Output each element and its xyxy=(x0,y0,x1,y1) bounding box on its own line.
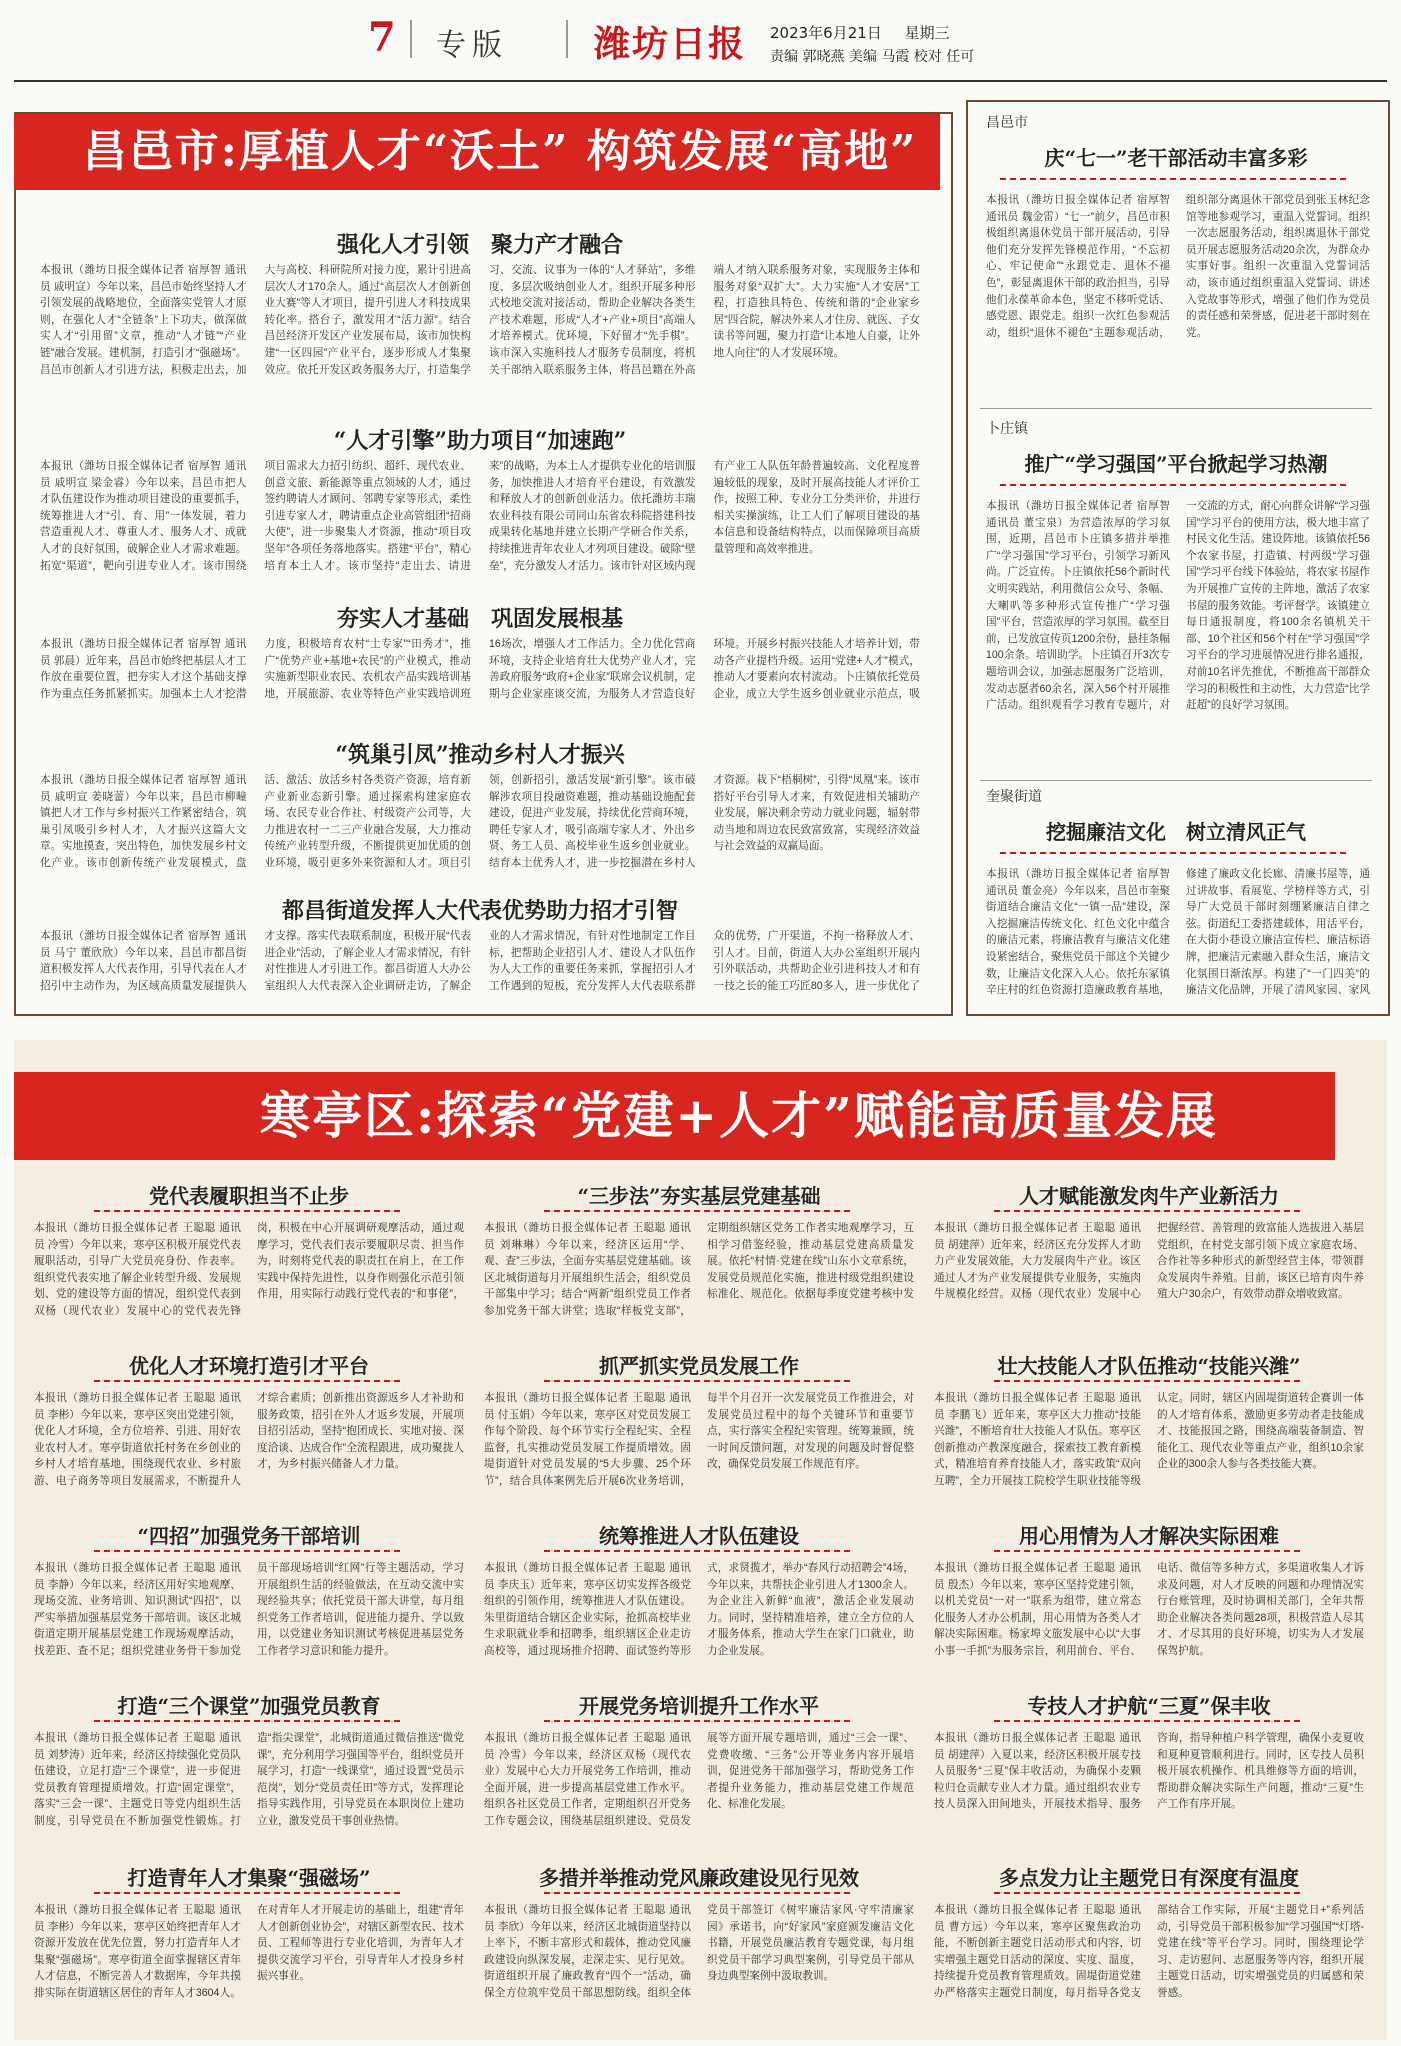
bottom-article-title: 优化人才环境打造引才平台 xyxy=(129,1354,369,1378)
bottom-article-body: 本报讯（潍坊日报全媒体记者 王聪聪 通讯员 冷雪）今年以来，寒亭区积极开展党代表履职活动，引导广大党员亮身份、作表率。组织党代表实地了解企业转型升级、发展规划、党的建设等方面的情况，组织党代表到双杨（现代农业）发展中心的党代表先锋岗，积极在中心开展调研观摩活动，通过观摩学习，党代表们表示要履职尽责、担当作为，时刻将党代表的职责扛在肩上，在工作实践中保持先进性，以身作则强化示范引领作用，用实际行动践行党代表的“和事佬”， xyxy=(34,1222,464,1317)
bottom-article-title: 开展党务培训提升工作水平 xyxy=(579,1694,819,1718)
bottom-article-title: “四招”加强党务干部培训 xyxy=(137,1524,361,1548)
bottom-article-title: 人才赋能激发肉牛产业新活力 xyxy=(1019,1184,1279,1208)
title-ornament xyxy=(1000,178,1350,180)
bottom-article-body: 本报讯（潍坊日报全媒体记者 王聪聪 通讯员 殷杰）今年以来，寒亭区坚持党建引领，以机关党员“一对一”联系为组带，建立常态化服务人才办公机制，用心用情为各类人才解决实际困难。杨家埠文旅发展中心以“大事小事一手抓”为服务宗旨，利用前台、平台、电话、微信等多种方式，多渠道收集人才诉求及问题，对人才反映的问题和办理情况实行台账管理，及时协调相关部门，全年共帮助企业解决各类问题28项，积极营造人尽其才、才尽其用的良好环境，切实为人才发展保驾护航。 xyxy=(934,1562,1364,1657)
article-title: 强化人才引领 聚力产才融合 xyxy=(336,232,623,258)
side-article-body: 本报讯（潍坊日报全媒体记者 宿厚智 通讯员 魏金雷）“七一”前夕，昌邑市积极组织离退休党员干部开展活动，引导他们充分发挥先锋模范作用，“不忘初心、牢记使命”“永跟党走、退休不褪色”，彰显离退休干部的政治担当，引导他们永葆革命本色，坚定不移听党话、感党恩、跟党走。组织一次红色参观活动，组织“退休不褪色”主题参观活动，组织部分离退休干部党员到张玉林纪念馆等地参观学习，重温入党誓词。组织一次志愿服务活动，组织离退休干部党员开展志愿服务活动20余次，为群众办实事好事。组织一次重温入党誓词活动，该市通过组织重温入党誓词、讲述入党故事等形式，增强了他们作为党员的责任感和荣誉感，促进老干部时刻在党。 xyxy=(986,194,1370,339)
bottom-article-body: 本报讯（潍坊日报全媒体记者 王聪聪 通讯员 曹方远）今年以来，寒亭区聚焦政治功能，不断创新主题党日活动形式和内容，切实增强主题党日活动的深度、实度、温度，持续提升党员教育管理质效。固堤街道党建办严格落实主题党日制度，每月指导各党支部结合工作实际，开展“主题党日+”系列活动，引导党员干部积极参加“学习强国”“灯塔-党建在线”等平台学习。同时，围绕理论学习、走访慰问、志愿服务等内容，组织开展主题党日活动，切实增强党员的归属感和荣誉感。 xyxy=(934,1904,1364,1999)
bottom-article-title: 统筹推进人才队伍建设 xyxy=(599,1524,799,1548)
title-ornament xyxy=(994,1892,1304,1894)
editor-credits: 责编 郭晓燕 美编 马霞 校对 任可 xyxy=(770,49,975,65)
bottom-banner-title: 寒亭区:探索“党建+人才”赋能高质量发展 xyxy=(60,1072,1335,1160)
bottom-article-body: 本报讯（潍坊日报全媒体记者 王聪聪 通讯员 胡建萍）入夏以来，经济区积极开展专技人员服务“三夏”保丰收活动，为确保小麦颗粒归仓贡献专业人才力量。通过组织农业专技人员深入田间地头，开展技术指导、服务咨询，指导种植户科学管理，确保小麦夏收和夏种夏管顺利进行。同时，区专技人员积极开展农机操作、机具维修等方面的培训，帮助群众解决实际生产问题，推动“三夏”生产工作有序开展。 xyxy=(934,1732,1364,1811)
bottom-article-body: 本报讯（潍坊日报全媒体记者 王聪聪 通讯员 李庆玉）近年来，寒亭区切实发挥各级党组织的引领作用，统筹推进人才队伍建设。朱里街道结合辖区企业实际，抢抓高校毕业生求职就业季和招聘季，组织辖区企业走访高校等，通过现场推介招聘、面试签约等形式，求贤揽才，举办“春风行动招聘会”4场，今年以来，共帮扶企业引进人才1300余人。为企业注入新鲜“血液”，激活企业发展动力。同时，坚持精准培养，建立全方位的人才服务体系，推动大学生在家门口就业，助力企业发展。 xyxy=(484,1562,914,1657)
bottom-article-body: 本报讯（潍坊日报全媒体记者 王聪聪 通讯员 刘梦涛）近年来，经济区持续强化党员队伍建设，立足打造“三个课堂”，进一步促进党员教育管理提质增效。打造“固定课堂”，落实“三会一课”、主题党日等党内组织生活制度，引导党员在不断加强党性锻炼。打造“指尖课堂”，北城街道通过微信推送“微党课”，充分利用学习强国等平台，组织党员开展学习，打造“一线课堂”，通过设置“党员示范岗”，划分“党员责任田”等方式，发挥理论指导实践作用，引导党员在本职岗位上建功立业，激发党员干事创业热情。 xyxy=(34,1732,464,1827)
bottom-article-title: 多措并举推动党风廉政建设见行见效 xyxy=(539,1866,859,1890)
side-place-label: 昌邑市 xyxy=(986,115,1028,131)
header-rule xyxy=(14,80,1387,82)
title-ornament xyxy=(544,1892,854,1894)
title-ornament xyxy=(94,1720,404,1722)
title-ornament xyxy=(544,1380,854,1382)
issue-weekday: 星期三 xyxy=(904,24,950,42)
bottom-article-body: 本报讯（潍坊日报全媒体记者 王聪聪 通讯员 付玉娟）今年以来，寒亭区对党员发展工作每个阶段、每个环节实行全程纪实、全程监督，扎实推动党员发展工作提质增效。固堤街道针对党员发展的“5大步骤、25个环节”，结合具体案例先后开展6次业务培训，每半个月召开一次发展党员工作推进会，对发展党员过程中的每个关键环节和重要节点，实行落实全程纪实管理。统筹兼顾，统一时间反馈问题，对发现的问题及时督促整改，确保党员发展工作规范有序。 xyxy=(484,1392,914,1487)
bottom-article-body: 本报讯（潍坊日报全媒体记者 王聪聪 通讯员 李欣）今年以来，经济区北城街道坚持以上率下，不断丰富形式和载体，推动党风廉政建设向纵深发展，走深走实、见行见效。街道组织开展了廉政教育“四个一”活动，确保全方位筑牢党员干部思想防线。组织全体党员干部签订《树牢廉洁家风·守牢清廉家园》承诺书，向“好家风”家庭颁发廉洁文化书籍，开展党员廉洁教育专题党课，每月组织党员干部学习典型案例，引导党员干部从身边典型案例中汲取教训。 xyxy=(484,1904,914,1999)
title-ornament xyxy=(94,1380,404,1382)
article-title: 夯实人才基础 巩固发展根基 xyxy=(336,606,623,632)
title-ornament xyxy=(994,1210,1304,1212)
article-title: “人才引擎”助力项目“加速跑” xyxy=(333,428,627,454)
side-article-body: 本报讯（潍坊日报全媒体记者 宿厚智 通讯员 董宝泉）为营造浓厚的学习氛围，近期，昌邑市卜庄镇多措并举推广“学习强国”学习平台，引领学习新风尚。广泛宣传。卜庄镇依托56个新时代文明实践站，利用微信公众号、条幅、大喇叭等多种形式宣传推广“学习强国”平台，营造浓厚的学习氛围。截至目前，已发放宣传页1200余份，悬挂条幅100余条。培训助学。卜庄镇召开3次专题培训会议，加强志愿服务广泛培训，发动志愿者60余名，深入56个村开展推广活动。组织观看学习教育专题片，对一交流的方式，耐心向群众讲解“学习强国”学习平台的使用方法，极大地丰富了村民文化生活。建设阵地。该镇依托56个农家书屋，打造镇、村两级“学习强国”学习平台线下体验站，将农家书屋作为开展推广宣传的主阵地，激活了农家书屋的服务效能。考评督学。该镇建立每日通报制度，将100余名镇机关干部、10个社区和56个村在“学习强国”学习平台的学习进展情况进行排名通报，对前10名评先推优，不断推高干部群众学习的积极性和主动性，大力营造“比学赶超”的良好学习氛围。 xyxy=(986,500,1370,712)
title-ornament xyxy=(544,1550,854,1552)
title-ornament xyxy=(544,1720,854,1722)
section-name: 专版 xyxy=(436,28,508,63)
bottom-article-body: 本报讯（潍坊日报全媒体记者 王聪聪 通讯员 李静）今年以来，经济区用好实地观摩、现场交流、业务培训、知识测试“四招”，以严实举措加强基层党务干部培训。该区北城街道定期开展基层党建工作现场观摩活动，找差距、查不足；组织党建业务骨干参加党员干部现场培训“红网”行等主题活动，学习开展组织生活的经验做法，在互动交流中实现经验共享；依托党员干部大讲堂，每月组织党务工作者培训，促进能力提升、学以致用，以党建业务知识测试考核促进基层党务工作者学习意识和能力提升。 xyxy=(34,1562,464,1657)
article-title: 都昌街道发挥人大代表优势助力招才引智 xyxy=(281,898,678,924)
bottom-article-body: 本报讯（潍坊日报全媒体记者 王聪聪 通讯员 冷雪）今年以来，经济区双杨（现代农业）发展中心大力开展党务工作培训，推动全面开展，进一步提高基层党建工作水平。组织各社区党员工作者，定期组织召开党务工作专题会议，围绕基层组织建设、党员发展等方面开展专题培训，通过“三会一课”、党费收缴、“三务”公开等业务内容开展培训，促进党务干部加强学习，帮助党务工作者提升业务能力，推动基层党建工作规范化、标准化发展。 xyxy=(484,1732,914,1827)
divider xyxy=(410,20,412,58)
article-body: 本报讯（潍坊日报全媒体记者 宿厚智 通讯员 戚明宣）今年以来，昌邑市始终坚持人才引领发展的战略地位，全面落实党管人才原则，在强化人才“全链条”上下功夫，做深做实人才“引用留”文章，推动“人才链”“产业链”融合发展。建机制，打造引才“强磁场”。昌邑市创新人才引进方法，积极走出去，加大与高校、科研院所对接力度，累计引进高层次人才170余人。通过“高层次人才创新创业大赛”等人才项目，提升引进人才科技成果转化率。搭台子，激发用才“活力源”。结合昌邑经济开发区产业发展布局，该市加快构建“一区四园”产业平台，逐步形成人才集聚效应。依托开发区政务服务大厅，打造集学习、交流、议事为一体的“人才驿站”，多维度、多层次吸纳创业人才。组织开展多种形式校地交流对接活动，帮助企业解决各类生产技术难题，形成“人才+产业+项目”高端人才培养模式。优环境，下好留才“先手棋”。该市深入实施科技人才服务专员制度，将机关干部纳入联系服务主体，将昌邑籍在外高端人才纳入联系服务对象，实现服务主体和服务对象“双扩大”。大力实施“人才安居”工程，打造独具特色、传统和谐的“企业家乡居”四合院，解决外来人才住房、就医、子女读书等问题，聚力打造“让本地人自豪，让外地人向往”的人才发展环境。 xyxy=(40,264,920,376)
title-ornament xyxy=(994,1550,1304,1552)
side-article-title: 推广“学习强国”平台掀起学习热潮 xyxy=(1024,452,1328,476)
title-ornament xyxy=(94,1210,404,1212)
side-place-label: 卜庄镇 xyxy=(986,421,1028,437)
bottom-article-body: 本报讯（潍坊日报全媒体记者 王聪聪 通讯员 李彬）今年以来，寒亭区始终把青年人才资源开发放在优先位置，努力打造青年人才集聚“强磁场”。寒亭街道全面掌握辖区青年人才信息，不断完善人才数据库，今年共摸排实际在街道辖区居住的青年人才3604人。在对青年人才开展走访的基础上，组建“青年人才创新创业协会”，对辖区新型农民、技术员、工程师等进行专业化培训，为青年人才提供交流学习平台，引导青年人才投身乡村振兴事业。 xyxy=(34,1904,464,1999)
bottom-article-title: 抓严抓实党员发展工作 xyxy=(599,1354,799,1378)
bottom-article-title: “三步法”夯实基层党建基础 xyxy=(577,1184,821,1208)
article-body: 本报讯（潍坊日报全媒体记者 宿厚智 通讯员 戚明宣 梁金睿）今年以来，昌邑市把人才队伍建设作为推动项目建设的重要抓手，统筹推进人才“引、育、用”一体发展，着力营造重视人才、尊重人才、服务人才、成就人才的良好氛围，破解企业人才需求难题。拓宽“渠道”，靶向引进专业人才。该市围绕项目需求大力招引纺织、超纤、现代农业、创意文旅、新能源等重点领域的人才，通过签约聘请人才顾问、邻聘专家等形式，柔性引进专家人才，聘请重点企业高管组团“招商大使”，进一步聚集人才资源，推动“项目攻坚年”各项任务落地落实。搭建“平台”，精心培育本土人才。该市坚持“走出去、请进来”的战略，为本土人才提供专业化的培训服务，加快推进人才培育平台建设，有效激发和释放人才的创新创业活力。依托潍坊丰瑞农业科技有限公司同山东省农科院搭建科技成果转化基地并建立长期产学研合作关系，持续推进青年农业人才列项目建设。破除“壁垒”，充分激发人才活力。该市针对区域内现有产业工人队伍年龄普遍较高、文化程度普遍较低的现象，及时开展高技能人才评价工作，按照工种、专业分工分类评价，并进行相关实操演练，让工人们了解项目建设的基本信息和设备结构特点，以而保障项目高质量管理和高效率推进。 xyxy=(40,460,920,572)
bottom-article-title: 打造“三个课堂”加强党员教育 xyxy=(117,1694,381,1718)
side-article-title: 庆“七一”老干部活动丰富多彩 xyxy=(1044,146,1308,170)
bottom-article-body: 本报讯（潍坊日报全媒体记者 王聪聪 通讯员 李彬）今年以来，寒亭区突出党建引领，优化人才环境，全方位培养、引进、用好农业农村人才。寒亭街道依托村务在乡创业的乡村人才培育基地，围绕现代农业、乡村旅游、电子商务等项目发展需求，不断提升人才综合素质；创新推出资源返乡人才补助和服务政策，招引在外人才返乡发展，开展项目招引活动，坚持“抱团成长、实地对接、深度洽谈、达成合作”全流程跟进，成功聚拢人才，为乡村振兴储备人才力量。 xyxy=(34,1392,464,1487)
newspaper-logo: 潍坊日报 xyxy=(594,23,747,65)
side-place-label: 奎聚街道 xyxy=(986,789,1042,805)
bottom-article-title: 打造青年人才集聚“强磁场” xyxy=(127,1866,371,1890)
divider xyxy=(980,408,1372,409)
side-article-body: 本报讯（潍坊日报全媒体记者 宿厚智 通讯员 董金亮）今年以来，昌邑市奎聚街道结合廉洁文化“一镇一品”建设，深入挖掘廉洁传统文化、红色文化中蕴含的廉洁元素，将廉洁教育与廉洁文化建设紧密结合，聚焦党员干部这个关键少数，让廉洁文化深入人心。依托东冢镇辛庄村的红色资源打造廉政教育基地，修建了廉政文化长廊、清廉书屋等，通过讲故事、看展览、学榜样等方式，引导广大党员干部时刻绷紧廉洁自律之弦。街道纪工委搭建载体，用活平台，在大街小巷设立廉洁宣传栏、廉洁标语牌，把廉洁元素融入群众生活，廉洁文化氛围日渐浓厚。构建了“一门四美”的廉洁文化品牌，开展了清风家园、家风 xyxy=(986,868,1370,997)
side-article-title: 挖掘廉洁文化 树立清风正气 xyxy=(1046,820,1306,844)
title-ornament xyxy=(1000,852,1350,854)
title-ornament xyxy=(1000,484,1350,486)
divider xyxy=(980,780,1372,781)
article-body: 本报讯（潍坊日报全媒体记者 宿厚智 通讯员 马宁 董欣欣）今年以来，昌邑市都昌街道积极发挥人大代表作用，引导代表在人才招引中主动作为，为区域高质量发展提供人才支撑。落实代表联系制度，积极开展“代表进企业”活动，了解企业人才需求情况，有针对性推进人才引进工作。都昌街道人大办公室组织人大代表深入企业调研走访，了解企业的人才需求情况，有针对性地制定工作目标，把帮助企业招引人才、建设人才队伍作为人大工作的重要任务来抓，掌握招引人才工作遇到的短板，充分发挥人大代表联系群众的优势，广开渠道，不拘一格释放人才、引人才。目前，街道人大办公室组织开展内引外联活动，共帮助企业引进科技人才和有一技之长的能工巧匠80多人，进一步优化了 xyxy=(40,930,920,992)
bottom-article-title: 壮大技能人才队伍推动“技能兴潍” xyxy=(997,1354,1301,1378)
bottom-article-title: 多点发力让主题党日有深度有温度 xyxy=(999,1866,1299,1890)
issue-date: 2023年6月21日 xyxy=(770,24,882,42)
page-number: 7 xyxy=(368,14,396,61)
title-ornament xyxy=(994,1380,1304,1382)
article-title: “筑巢引凤”推动乡村人才振兴 xyxy=(335,742,625,768)
top-banner-title: 昌邑市:厚植人才“沃土” 构筑发展“高地” xyxy=(60,114,940,190)
issue-date-line xyxy=(770,22,950,43)
bottom-article-title: 党代表履职担当不止步 xyxy=(149,1184,349,1208)
title-ornament xyxy=(94,1892,404,1894)
title-ornament xyxy=(994,1720,1304,1722)
article-body: 本报讯（潍坊日报全媒体记者 宿厚智 通讯员 郭晨）近年来，昌邑市始终把基层人才工作放在重要位置，把夯实人才这个基础支撑作为重点任务抓紧抓实。加强本土人才挖潜力度，积极培育农村“土专家”“田秀才”，推广“优势产业+基地+农民”的产业模式，推动实施新型职业农民、农机农产品实践培训基地，开展旅游、农业等特色产业实践培训班16场次，增强人才工作活力。全力优化营商环境，支持企业培育壮大优势产业人才，完善政府服务“政府+企业家”联席会议机制，定期与企业家座谈交流，为服务人才营造良好环境。开展乡村振兴技能人才培养计划，带动各产业提档升级。运用“党建+人才”模式，推动人才要素向农村流动。卜庄镇依托党员企业，成立大学生返乡创业就业示范点，吸 xyxy=(40,638,920,700)
title-ornament xyxy=(544,1210,854,1212)
bottom-article-title: 用心用情为人才解决实际困难 xyxy=(1019,1524,1279,1548)
bottom-article-title: 专技人才护航“三夏”保丰收 xyxy=(1027,1694,1271,1718)
article-body: 本报讯（潍坊日报全媒体记者 宿厚智 通讯员 戚明宣 姜晓蕾）今年以来，昌邑市柳疃镇把人才工作与乡村振兴工作紧密结合，筑巢引凤吸引乡村人才，人才振兴这篇大文章。实地摸查，突出特色，加快发展乡村文化产业。该市创新传统产业发展模式，盘活、激活、放活乡村各类资产资源，培育新产业新业态新引擎。通过探索构建家庭农场、农民专业合作社、村级资产公司等，大力推进农村一二三产业融合发展，大力推动传统产业转型升级，不断提供更加优质的创业环境，吸引更多外来资源和人才。项目引领，创新招引，激活发展“新引擎”。该市破解涉农项目投融资难题，推动基础设施配套建设，促进产业发展，持续优化营商环境，聘任专家人才，吸引高端专家人才、外出乡贤、务工人员、高校毕业生返乡创业就业。结育本土优秀人才，进一步挖掘潜在乡村人才资源。栽下“梧桐树”，引得“凤凰”来。该市搭好平台引导人才来，有效促进相关辅助产业发展，解决剩余劳动力就业问题，辐射带动当地和周边农民致富致富，实现经济效益与社会效益的双赢局面。 xyxy=(40,774,920,869)
bottom-article-body: 本报讯（潍坊日报全媒体记者 王聪聪 通讯员 刘琳琳）今年以来，经济区运用“学、观、查”三步法，全面夯实基层党建基础。该区北城街道每月开展组织生活会，组织党员干部集中学习；结合“两新”组织党员工作者参加党务干部大讲堂；选取“样板党支部”，定期组织辖区党务工作者实地观摩学习，互相学习借鉴经验，推动基层党建高质量发展。依托“村情·党建在线”山东小文章系统，发展党员规范化实施，推进村级党组织建设标准化、规范化。依据每季度党建考核中发 xyxy=(484,1222,914,1317)
bottom-article-body: 本报讯（潍坊日报全媒体记者 王聪聪 通讯员 李鹏飞）近年来，寒亭区大力推动“技能兴潍”，不断培育壮大技能人才队伍。寒亭区创新推动产教深度融合，探索技工教育新模式，精准培育养育技能人才，落实政策“双向互聘”，全力开展技工院校学生职业技能等级认定。同时，辖区内固堤街道转企赛训一体的人才培育体系，激励更多劳动者走技能成才、技能报国之路，围绕高端装备制造、智能化工、现代农业等重点产业，组织10余家企业的300余人参与各类技能大赛。 xyxy=(934,1392,1364,1487)
title-ornament xyxy=(94,1550,404,1552)
page-header xyxy=(0,0,1401,90)
divider xyxy=(566,20,568,58)
bottom-article-body: 本报讯（潍坊日报全媒体记者 王聪聪 通讯员 胡建萍）近年来，经济区充分发挥人才助力产业发展效能，大力发展肉牛产业。该区通过人才为产业发展提供专业服务，实施肉牛规模化经营。双杨（现代农业）发展中心把握经营、善管理的致富能人选拔进入基层党组织，在村党支部引领下成立家庭农场、合作社等多种形式的新型经营主体，带领群众发展肉牛养殖。目前，该区已培育肉牛养殖大户30余户，有效带动群众增收致富。 xyxy=(934,1222,1364,1301)
